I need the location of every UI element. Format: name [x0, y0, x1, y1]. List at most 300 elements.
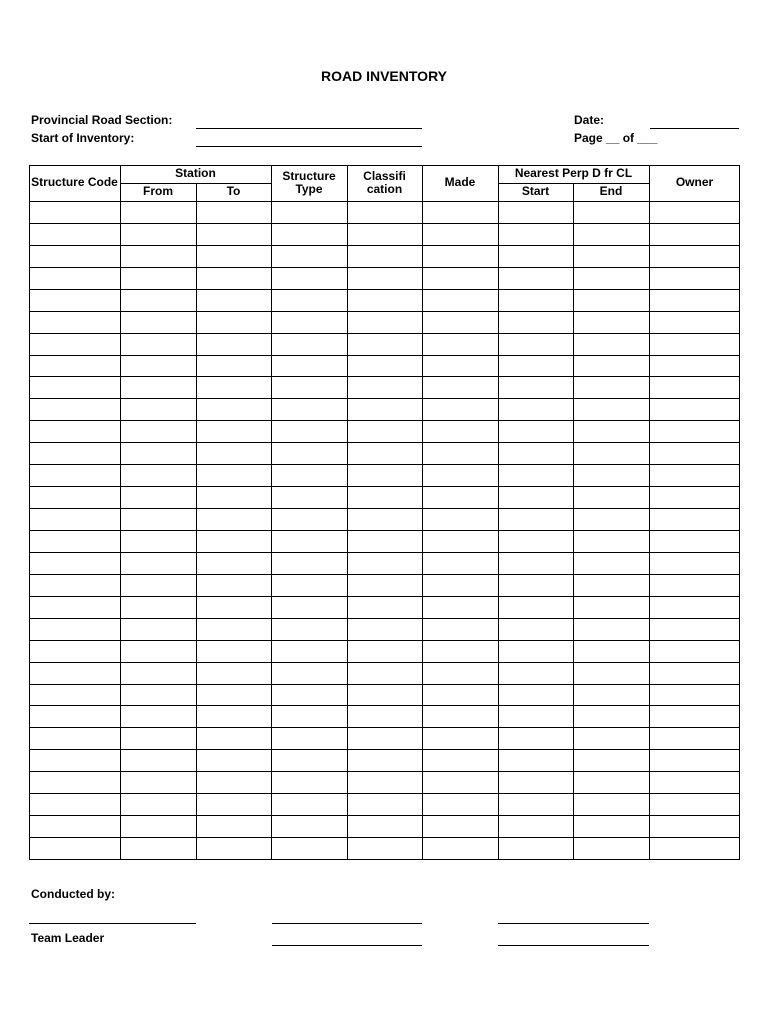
- table-cell[interactable]: [272, 663, 347, 684]
- table-cell[interactable]: [30, 377, 120, 398]
- table-cell[interactable]: [423, 399, 498, 420]
- table-cell[interactable]: [650, 575, 739, 596]
- table-cell[interactable]: [272, 443, 347, 464]
- table-cell[interactable]: [121, 399, 196, 420]
- table-cell[interactable]: [650, 663, 739, 684]
- table-cell[interactable]: [650, 597, 739, 618]
- signature-line-4[interactable]: [272, 945, 422, 946]
- table-cell[interactable]: [650, 531, 739, 552]
- table-cell[interactable]: [121, 641, 196, 662]
- table-cell[interactable]: [650, 290, 739, 311]
- table-cell[interactable]: [197, 838, 271, 859]
- table-cell[interactable]: [30, 641, 120, 662]
- table-cell[interactable]: [197, 597, 271, 618]
- table-cell[interactable]: [272, 531, 347, 552]
- table-cell[interactable]: [30, 290, 120, 311]
- table-cell[interactable]: [121, 202, 196, 223]
- table-cell[interactable]: [272, 202, 347, 223]
- table-cell[interactable]: [121, 465, 196, 486]
- header-start: Start: [521, 184, 550, 198]
- table-cell[interactable]: [499, 794, 573, 815]
- table-cell[interactable]: [348, 663, 422, 684]
- table-cell[interactable]: [499, 290, 573, 311]
- table-cell[interactable]: [348, 597, 422, 618]
- table-cell[interactable]: [650, 268, 739, 289]
- table-cell[interactable]: [423, 246, 498, 267]
- table-cell[interactable]: [121, 509, 196, 530]
- table-cell[interactable]: [197, 641, 271, 662]
- table-cell[interactable]: [121, 246, 196, 267]
- table-cell[interactable]: [499, 443, 573, 464]
- table-cell[interactable]: [272, 597, 347, 618]
- table-cell[interactable]: [650, 509, 739, 530]
- table-cell[interactable]: [197, 356, 271, 377]
- table-cell[interactable]: [30, 268, 120, 289]
- table-cell[interactable]: [423, 772, 498, 793]
- table-cell[interactable]: [499, 268, 573, 289]
- table-cell[interactable]: [574, 487, 649, 508]
- table-cell[interactable]: [650, 728, 739, 749]
- table-cell[interactable]: [574, 553, 649, 574]
- table-cell[interactable]: [499, 597, 573, 618]
- table-cell[interactable]: [348, 399, 422, 420]
- table-cell[interactable]: [30, 334, 120, 355]
- table-cell[interactable]: [574, 443, 649, 464]
- table-cell[interactable]: [121, 575, 196, 596]
- table-cell[interactable]: [574, 728, 649, 749]
- table-cell[interactable]: [272, 772, 347, 793]
- table-cell[interactable]: [499, 728, 573, 749]
- table-cell[interactable]: [121, 487, 196, 508]
- table-cell[interactable]: [272, 290, 347, 311]
- table-cell[interactable]: [348, 268, 422, 289]
- table-cell[interactable]: [30, 443, 120, 464]
- table-cell[interactable]: [574, 838, 649, 859]
- table-cell[interactable]: [121, 663, 196, 684]
- table-cell[interactable]: [30, 399, 120, 420]
- header-classification: [347, 170, 422, 196]
- nearest-perp-subheader-line: [498, 183, 650, 184]
- table-cell[interactable]: [121, 356, 196, 377]
- table-cell[interactable]: [348, 377, 422, 398]
- table-cell[interactable]: [423, 312, 498, 333]
- table-cell[interactable]: [348, 487, 422, 508]
- table-cell[interactable]: [499, 509, 573, 530]
- table-cell[interactable]: [574, 202, 649, 223]
- date-line[interactable]: [650, 128, 739, 129]
- table-cell[interactable]: [272, 377, 347, 398]
- table-cell[interactable]: [574, 399, 649, 420]
- date-label: Date:: [574, 113, 605, 127]
- header-to: To: [226, 184, 241, 198]
- table-cell[interactable]: [348, 750, 422, 771]
- table-cell[interactable]: [272, 575, 347, 596]
- table-cell[interactable]: [30, 202, 120, 223]
- table-cell[interactable]: [121, 334, 196, 355]
- table-cell[interactable]: [348, 443, 422, 464]
- provincial-road-section-line[interactable]: [196, 128, 422, 129]
- table-cell[interactable]: [574, 641, 649, 662]
- table-cell[interactable]: [121, 728, 196, 749]
- table-cell[interactable]: [272, 465, 347, 486]
- header-classification-line2: cation: [366, 182, 403, 196]
- table-cell[interactable]: [499, 202, 573, 223]
- header-from: From: [143, 184, 173, 198]
- table-cell[interactable]: [499, 838, 573, 859]
- table-cell[interactable]: [574, 597, 649, 618]
- table-cell[interactable]: [499, 246, 573, 267]
- table-cell[interactable]: [348, 794, 422, 815]
- table-cell[interactable]: [272, 246, 347, 267]
- table-cell[interactable]: [197, 487, 271, 508]
- table-cell[interactable]: [423, 597, 498, 618]
- table-cell[interactable]: [272, 685, 347, 706]
- table-cell[interactable]: [30, 421, 120, 442]
- table-cell[interactable]: [348, 838, 422, 859]
- table-cell[interactable]: [574, 312, 649, 333]
- table-cell[interactable]: [574, 575, 649, 596]
- table-cell[interactable]: [30, 531, 120, 552]
- table-cell[interactable]: [272, 641, 347, 662]
- table-cell[interactable]: [423, 619, 498, 640]
- table-cell[interactable]: [30, 685, 120, 706]
- table-cell[interactable]: [121, 838, 196, 859]
- table-cell[interactable]: [197, 553, 271, 574]
- table-cell[interactable]: [423, 202, 498, 223]
- table-cell[interactable]: [574, 772, 649, 793]
- table-cell[interactable]: [650, 816, 739, 837]
- table-cell[interactable]: [30, 509, 120, 530]
- table-cell[interactable]: [30, 816, 120, 837]
- table-cell[interactable]: [423, 465, 498, 486]
- table-cell[interactable]: [499, 750, 573, 771]
- header-made: Made: [444, 175, 476, 189]
- table-cell[interactable]: [121, 421, 196, 442]
- table-cell[interactable]: [423, 290, 498, 311]
- table-cell[interactable]: [197, 421, 271, 442]
- table-border-top: [29, 165, 740, 166]
- table-cell[interactable]: [423, 377, 498, 398]
- page-title: ROAD INVENTORY: [320, 68, 447, 84]
- table-cell[interactable]: [499, 575, 573, 596]
- table-cell[interactable]: [348, 290, 422, 311]
- table-cell[interactable]: [272, 750, 347, 771]
- table-cell[interactable]: [423, 443, 498, 464]
- table-cell[interactable]: [197, 619, 271, 640]
- signature-line-1[interactable]: [29, 923, 196, 924]
- table-cell[interactable]: [272, 794, 347, 815]
- table-cell[interactable]: [650, 685, 739, 706]
- table-cell[interactable]: [574, 750, 649, 771]
- table-cell[interactable]: [348, 685, 422, 706]
- table-cell[interactable]: [348, 224, 422, 245]
- table-cell[interactable]: [30, 663, 120, 684]
- table-cell[interactable]: [650, 772, 739, 793]
- table-cell[interactable]: [650, 465, 739, 486]
- table-cell[interactable]: [197, 531, 271, 552]
- table-cell[interactable]: [121, 443, 196, 464]
- conducted-by-label: Conducted by:: [31, 887, 115, 901]
- table-cell[interactable]: [650, 246, 739, 267]
- table-cell[interactable]: [30, 619, 120, 640]
- table-cell[interactable]: [348, 619, 422, 640]
- table-cell[interactable]: [197, 290, 271, 311]
- table-cell[interactable]: [499, 399, 573, 420]
- table-cell[interactable]: [348, 641, 422, 662]
- table-cell[interactable]: [423, 728, 498, 749]
- table-cell[interactable]: [650, 421, 739, 442]
- table-cell[interactable]: [30, 246, 120, 267]
- signature-line-5[interactable]: [498, 945, 649, 946]
- table-cell[interactable]: [197, 750, 271, 771]
- table-cell[interactable]: [650, 794, 739, 815]
- table-cell[interactable]: [272, 334, 347, 355]
- table-cell[interactable]: [499, 531, 573, 552]
- table-cell[interactable]: [499, 312, 573, 333]
- table-cell[interactable]: [121, 619, 196, 640]
- table-cell[interactable]: [574, 334, 649, 355]
- table-cell[interactable]: [121, 794, 196, 815]
- table-cell[interactable]: [650, 356, 739, 377]
- inventory-table: [29, 165, 740, 859]
- table-cell[interactable]: [272, 553, 347, 574]
- table-cell[interactable]: [30, 312, 120, 333]
- table-cell[interactable]: [30, 487, 120, 508]
- table-cell[interactable]: [121, 531, 196, 552]
- table-cell[interactable]: [197, 794, 271, 815]
- table-cell[interactable]: [272, 356, 347, 377]
- table-cell[interactable]: [348, 575, 422, 596]
- table-cell[interactable]: [499, 663, 573, 684]
- table-cell[interactable]: [348, 465, 422, 486]
- table-cell[interactable]: [499, 356, 573, 377]
- table-cell[interactable]: [197, 224, 271, 245]
- signature-line-3[interactable]: [498, 923, 649, 924]
- table-cell[interactable]: [650, 399, 739, 420]
- table-cell[interactable]: [650, 334, 739, 355]
- table-cell[interactable]: [423, 487, 498, 508]
- table-cell[interactable]: [499, 816, 573, 837]
- table-cell[interactable]: [197, 663, 271, 684]
- table-cell[interactable]: [650, 553, 739, 574]
- table-cell[interactable]: [272, 268, 347, 289]
- table-cell[interactable]: [574, 619, 649, 640]
- table-cell[interactable]: [423, 531, 498, 552]
- table-cell[interactable]: [272, 421, 347, 442]
- table-cell[interactable]: [499, 377, 573, 398]
- table-cell[interactable]: [197, 268, 271, 289]
- table-cell[interactable]: [30, 356, 120, 377]
- table-cell[interactable]: [272, 224, 347, 245]
- table-cell[interactable]: [650, 750, 739, 771]
- table-cell[interactable]: [30, 728, 120, 749]
- table-cell[interactable]: [423, 268, 498, 289]
- table-cell[interactable]: [574, 268, 649, 289]
- table-cell[interactable]: [30, 224, 120, 245]
- table-cell[interactable]: [121, 750, 196, 771]
- table-cell[interactable]: [348, 356, 422, 377]
- table-border-right: [739, 165, 740, 859]
- table-cell[interactable]: [121, 816, 196, 837]
- table-cell[interactable]: [423, 794, 498, 815]
- table-cell[interactable]: [121, 224, 196, 245]
- table-cell[interactable]: [650, 641, 739, 662]
- table-cell[interactable]: [272, 816, 347, 837]
- table-cell[interactable]: [423, 509, 498, 530]
- table-cell[interactable]: [272, 728, 347, 749]
- table-cell[interactable]: [197, 246, 271, 267]
- table-cell[interactable]: [348, 421, 422, 442]
- table-cell[interactable]: [650, 202, 739, 223]
- table-cell[interactable]: [650, 377, 739, 398]
- table-cell[interactable]: [121, 597, 196, 618]
- table-cell[interactable]: [423, 706, 498, 727]
- table-cell[interactable]: [121, 706, 196, 727]
- table-cell[interactable]: [197, 334, 271, 355]
- header-classification-line1: Classifi: [363, 169, 406, 183]
- table-cell[interactable]: [574, 706, 649, 727]
- table-cell[interactable]: [574, 531, 649, 552]
- table-cell[interactable]: [499, 641, 573, 662]
- table-cell[interactable]: [121, 772, 196, 793]
- start-of-inventory-line[interactable]: [196, 146, 422, 147]
- table-cell[interactable]: [499, 685, 573, 706]
- table-cell[interactable]: [574, 816, 649, 837]
- table-cell[interactable]: [121, 377, 196, 398]
- table-cell[interactable]: [197, 685, 271, 706]
- table-cell[interactable]: [121, 685, 196, 706]
- table-cell[interactable]: [650, 487, 739, 508]
- table-cell[interactable]: [197, 509, 271, 530]
- table-cell[interactable]: [197, 706, 271, 727]
- table-cell[interactable]: [650, 619, 739, 640]
- table-cell[interactable]: [423, 421, 498, 442]
- header-structure-type: [271, 170, 347, 196]
- table-cell[interactable]: [197, 202, 271, 223]
- table-cell[interactable]: [499, 772, 573, 793]
- table-cell[interactable]: [650, 838, 739, 859]
- signature-line-2[interactable]: [272, 923, 422, 924]
- table-cell[interactable]: [574, 465, 649, 486]
- page-number-label: Page __ of ___: [574, 131, 658, 145]
- table-cell[interactable]: [348, 246, 422, 267]
- table-cell[interactable]: [197, 312, 271, 333]
- table-cell[interactable]: [499, 421, 573, 442]
- table-cell[interactable]: [348, 706, 422, 727]
- table-cell[interactable]: [650, 706, 739, 727]
- table-cell[interactable]: [30, 838, 120, 859]
- table-cell[interactable]: [574, 794, 649, 815]
- table-cell[interactable]: [499, 487, 573, 508]
- table-cell[interactable]: [30, 465, 120, 486]
- table-cell[interactable]: [650, 312, 739, 333]
- table-cell[interactable]: [423, 816, 498, 837]
- table-cell[interactable]: [423, 356, 498, 377]
- table-cell[interactable]: [272, 619, 347, 640]
- table-cell[interactable]: [348, 312, 422, 333]
- table-cell[interactable]: [197, 816, 271, 837]
- table-cell[interactable]: [121, 553, 196, 574]
- table-cell[interactable]: [30, 794, 120, 815]
- table-cell[interactable]: [348, 728, 422, 749]
- table-cell[interactable]: [30, 575, 120, 596]
- table-cell[interactable]: [348, 202, 422, 223]
- table-cell[interactable]: [30, 750, 120, 771]
- table-cell[interactable]: [423, 685, 498, 706]
- table-cell[interactable]: [30, 553, 120, 574]
- table-cell[interactable]: [30, 706, 120, 727]
- table-cell[interactable]: [499, 465, 573, 486]
- table-cell[interactable]: [348, 509, 422, 530]
- table-cell[interactable]: [423, 641, 498, 662]
- table-cell[interactable]: [499, 334, 573, 355]
- table-cell[interactable]: [650, 443, 739, 464]
- table-cell[interactable]: [121, 290, 196, 311]
- table-cell[interactable]: [574, 224, 649, 245]
- header-end: End: [599, 184, 623, 198]
- header-nearest-perp: Nearest Perp D fr CL: [514, 166, 633, 180]
- table-cell[interactable]: [650, 224, 739, 245]
- table-cell[interactable]: [197, 399, 271, 420]
- start-of-inventory-label: Start of Inventory:: [31, 131, 135, 145]
- table-cell[interactable]: [574, 290, 649, 311]
- table-cell[interactable]: [30, 772, 120, 793]
- table-cell[interactable]: [197, 443, 271, 464]
- table-cell[interactable]: [423, 750, 498, 771]
- table-cell[interactable]: [499, 224, 573, 245]
- table-cell[interactable]: [121, 268, 196, 289]
- table-cell[interactable]: [574, 356, 649, 377]
- header-structure-type-line1: Structure: [282, 169, 336, 183]
- table-cell[interactable]: [499, 706, 573, 727]
- table-cell[interactable]: [423, 553, 498, 574]
- table-cell[interactable]: [423, 575, 498, 596]
- table-cell[interactable]: [499, 553, 573, 574]
- table-cell[interactable]: [348, 816, 422, 837]
- table-cell[interactable]: [574, 421, 649, 442]
- table-cell[interactable]: [348, 531, 422, 552]
- header-structure-code: Structure Code: [31, 175, 118, 189]
- table-cell[interactable]: [574, 246, 649, 267]
- header-owner: Owner: [675, 175, 714, 189]
- table-cell[interactable]: [348, 772, 422, 793]
- table-cell[interactable]: [272, 509, 347, 530]
- table-cell[interactable]: [348, 334, 422, 355]
- table-cell[interactable]: [574, 377, 649, 398]
- table-cell[interactable]: [197, 377, 271, 398]
- table-cell[interactable]: [197, 728, 271, 749]
- table-cell[interactable]: [30, 597, 120, 618]
- table-cell[interactable]: [499, 619, 573, 640]
- table-cell[interactable]: [348, 553, 422, 574]
- table-cell[interactable]: [272, 838, 347, 859]
- table-cell[interactable]: [423, 838, 498, 859]
- table-cell[interactable]: [574, 509, 649, 530]
- table-cell[interactable]: [272, 706, 347, 727]
- table-cell[interactable]: [121, 312, 196, 333]
- table-cell[interactable]: [197, 465, 271, 486]
- table-cell[interactable]: [423, 663, 498, 684]
- table-cell[interactable]: [272, 312, 347, 333]
- table-cell[interactable]: [574, 663, 649, 684]
- table-cell[interactable]: [197, 575, 271, 596]
- table-cell[interactable]: [272, 399, 347, 420]
- table-cell[interactable]: [272, 487, 347, 508]
- table-cell[interactable]: [423, 224, 498, 245]
- table-cell[interactable]: [423, 334, 498, 355]
- table-cell[interactable]: [574, 685, 649, 706]
- table-cell[interactable]: [197, 772, 271, 793]
